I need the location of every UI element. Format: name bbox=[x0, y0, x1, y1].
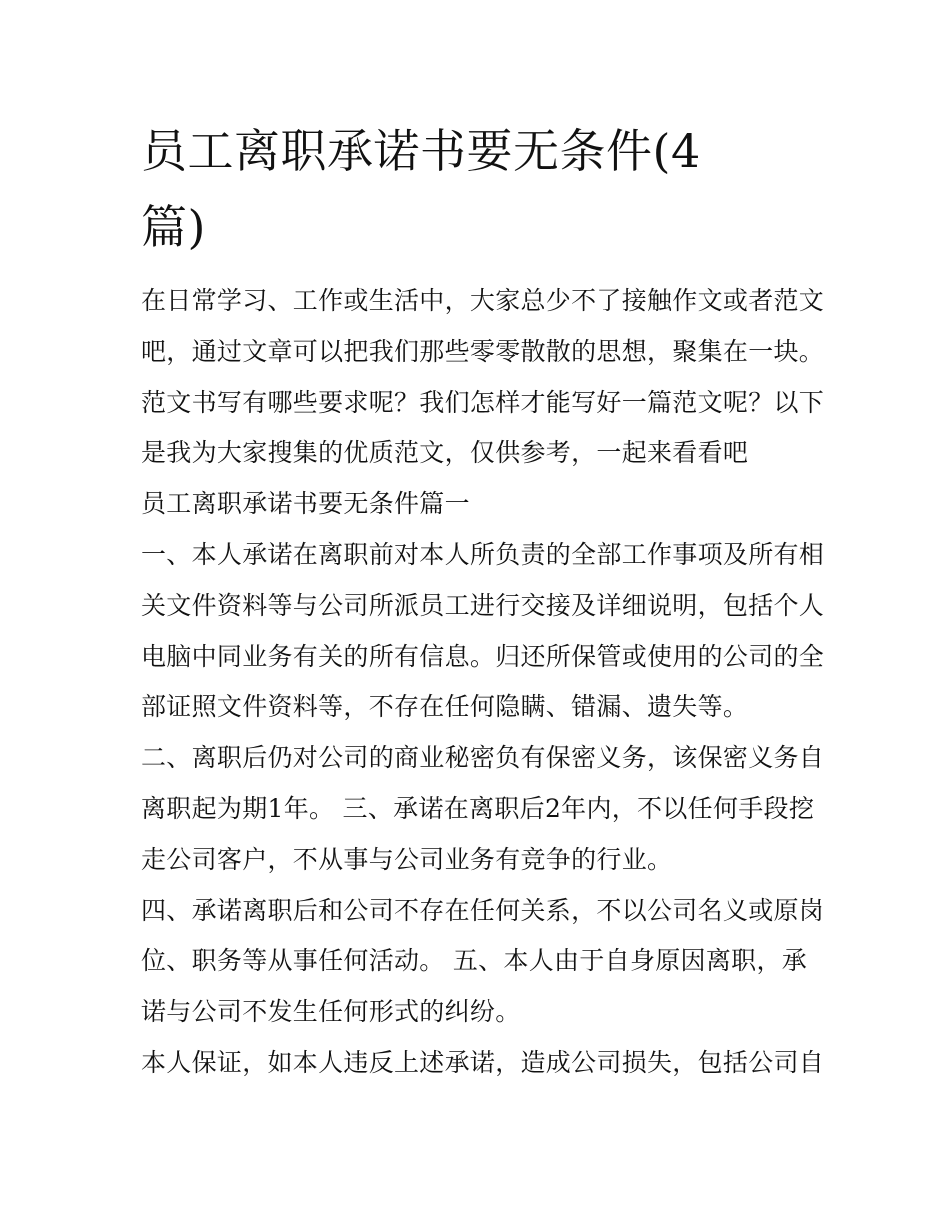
body-line: 关文件资料等与公司所派员工进行交接及详细说明，包括个人 bbox=[141, 590, 825, 620]
body-line: 本人保证，如本人违反上述承诺，造成公司损失，包括公司自 bbox=[141, 1047, 825, 1077]
title-line-2: 篇) bbox=[141, 200, 206, 254]
title-line-1: 员工离职承诺书要无条件(4 bbox=[141, 124, 701, 178]
section-heading: 员工离职承诺书要无条件篇一 bbox=[141, 489, 470, 519]
body-line: 四、承诺离职后和公司不存在任何关系，不以公司名义或原岗 bbox=[141, 895, 825, 925]
document-body bbox=[141, 276, 825, 1089]
body-line: 离职起为期1年。 三、承诺在离职后2年内，不以任何手段挖 bbox=[141, 793, 815, 823]
body-line: 在日常学习、工作或生活中，大家总少不了接触作文或者范文 bbox=[141, 286, 825, 315]
body-line: 范文书写有哪些要求呢？我们怎样才能写好一篇范文呢？以下 bbox=[141, 387, 825, 417]
body-line: 电脑中同业务有关的所有信息。归还所保管或使用的公司的全 bbox=[141, 641, 825, 671]
body-line: 诺与公司不发生任何形式的纠纷。 bbox=[141, 997, 521, 1027]
body-line: 是我为大家搜集的优质范文，仅供参考，一起来看看吧 bbox=[141, 438, 749, 468]
body-line: 一、本人承诺在离职前对本人所负责的全部工作事项及所有相 bbox=[141, 539, 825, 569]
body-line: 走公司客户，不从事与公司业务有竞争的行业。 bbox=[141, 844, 673, 874]
body-line: 位、职务等从事任何活动。 五、本人由于自身原因离职，承 bbox=[141, 946, 808, 976]
body-line: 二、离职后仍对公司的商业秘密负有保密义务，该保密义务自 bbox=[141, 743, 825, 773]
body-line: 部证照文件资料等，不存在任何隐瞒、错漏、遗失等。 bbox=[141, 692, 749, 722]
document-title bbox=[141, 113, 781, 265]
body-line: 吧，通过文章可以把我们那些零零散散的思想，聚集在一块。 bbox=[141, 336, 825, 366]
